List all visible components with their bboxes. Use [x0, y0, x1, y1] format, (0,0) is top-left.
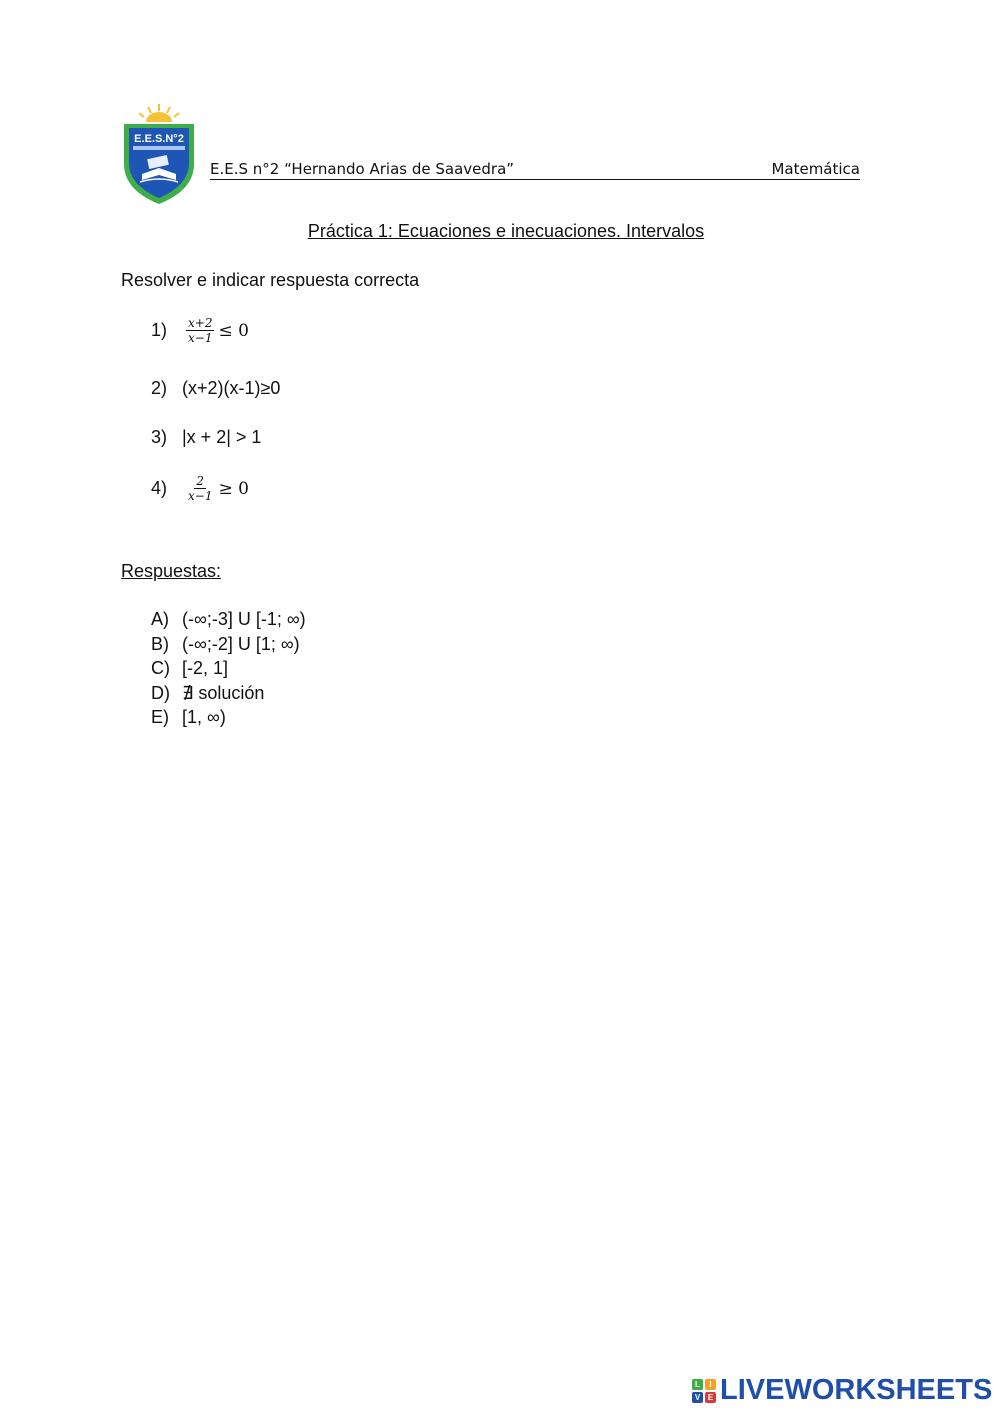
answers-title: Respuestas:: [121, 561, 222, 581]
answers-list: [151, 607, 306, 730]
school-name: E.E.S n°2 “Hernando Arias de Saavedra”: [210, 160, 515, 178]
exercise-item: [151, 316, 249, 345]
exercise-text: |x + 2| > 1: [182, 427, 262, 447]
exercise-number: 3): [151, 427, 168, 447]
fraction-denominator: x−1: [188, 331, 213, 345]
answer-text: [1, ∞): [182, 707, 226, 728]
answer-text: ∄ solución: [182, 682, 265, 703]
exercise-number: 2): [151, 378, 168, 398]
subject-name: Matemática: [771, 160, 860, 178]
instruction-text: Resolver e indicar respuesta correcta: [121, 270, 420, 290]
answer-option: [151, 607, 306, 632]
grid-letter: E: [705, 1392, 716, 1403]
header-line: [210, 160, 860, 180]
exercise-number: 1): [151, 320, 168, 340]
answer-option: [151, 705, 306, 730]
fraction-denominator: x−1: [188, 489, 213, 503]
fraction-numerator: 2: [196, 474, 205, 488]
fraction: [186, 474, 214, 503]
fraction-numerator: x+2: [188, 316, 213, 330]
answer-text: [-2, 1]: [182, 658, 229, 679]
grid-letter: V: [692, 1392, 703, 1403]
liveworksheets-text: LIVEWORKSHEETS: [720, 1374, 993, 1406]
exercise-text: (x+2)(x-1)≥0: [182, 378, 281, 398]
school-logo: [120, 102, 198, 206]
answer-letter: A): [151, 609, 169, 629]
answer-text: (-∞;-2] U [1; ∞): [182, 633, 300, 654]
exercise-item: [151, 427, 261, 448]
liveworksheets-grid-icon: [692, 1379, 716, 1403]
answer-letter: D): [151, 682, 170, 703]
answer-text: (-∞;-3] U [-1; ∞): [182, 609, 306, 629]
page-title: Práctica 1: Ecuaciones e inecuaciones. Intervalos: [307, 221, 705, 241]
grid-letter: I: [705, 1379, 716, 1390]
exercise-item: [151, 378, 280, 399]
answer-option: [151, 632, 306, 657]
relation: ≥ 0: [218, 478, 249, 499]
relation: ≤ 0: [218, 320, 249, 341]
answer-option: [151, 656, 306, 681]
logo-text: E.E.S.N°2: [134, 133, 184, 145]
exercise-number: 4): [151, 478, 168, 498]
answer-letter: B): [151, 633, 169, 654]
answer-letter: C): [151, 658, 170, 679]
grid-letter: L: [692, 1379, 703, 1390]
exercise-item: [151, 474, 249, 503]
liveworksheets-logo[interactable]: [692, 1374, 992, 1407]
answer-letter: E): [151, 707, 169, 728]
fraction: [186, 316, 214, 345]
answer-option: [151, 681, 306, 706]
